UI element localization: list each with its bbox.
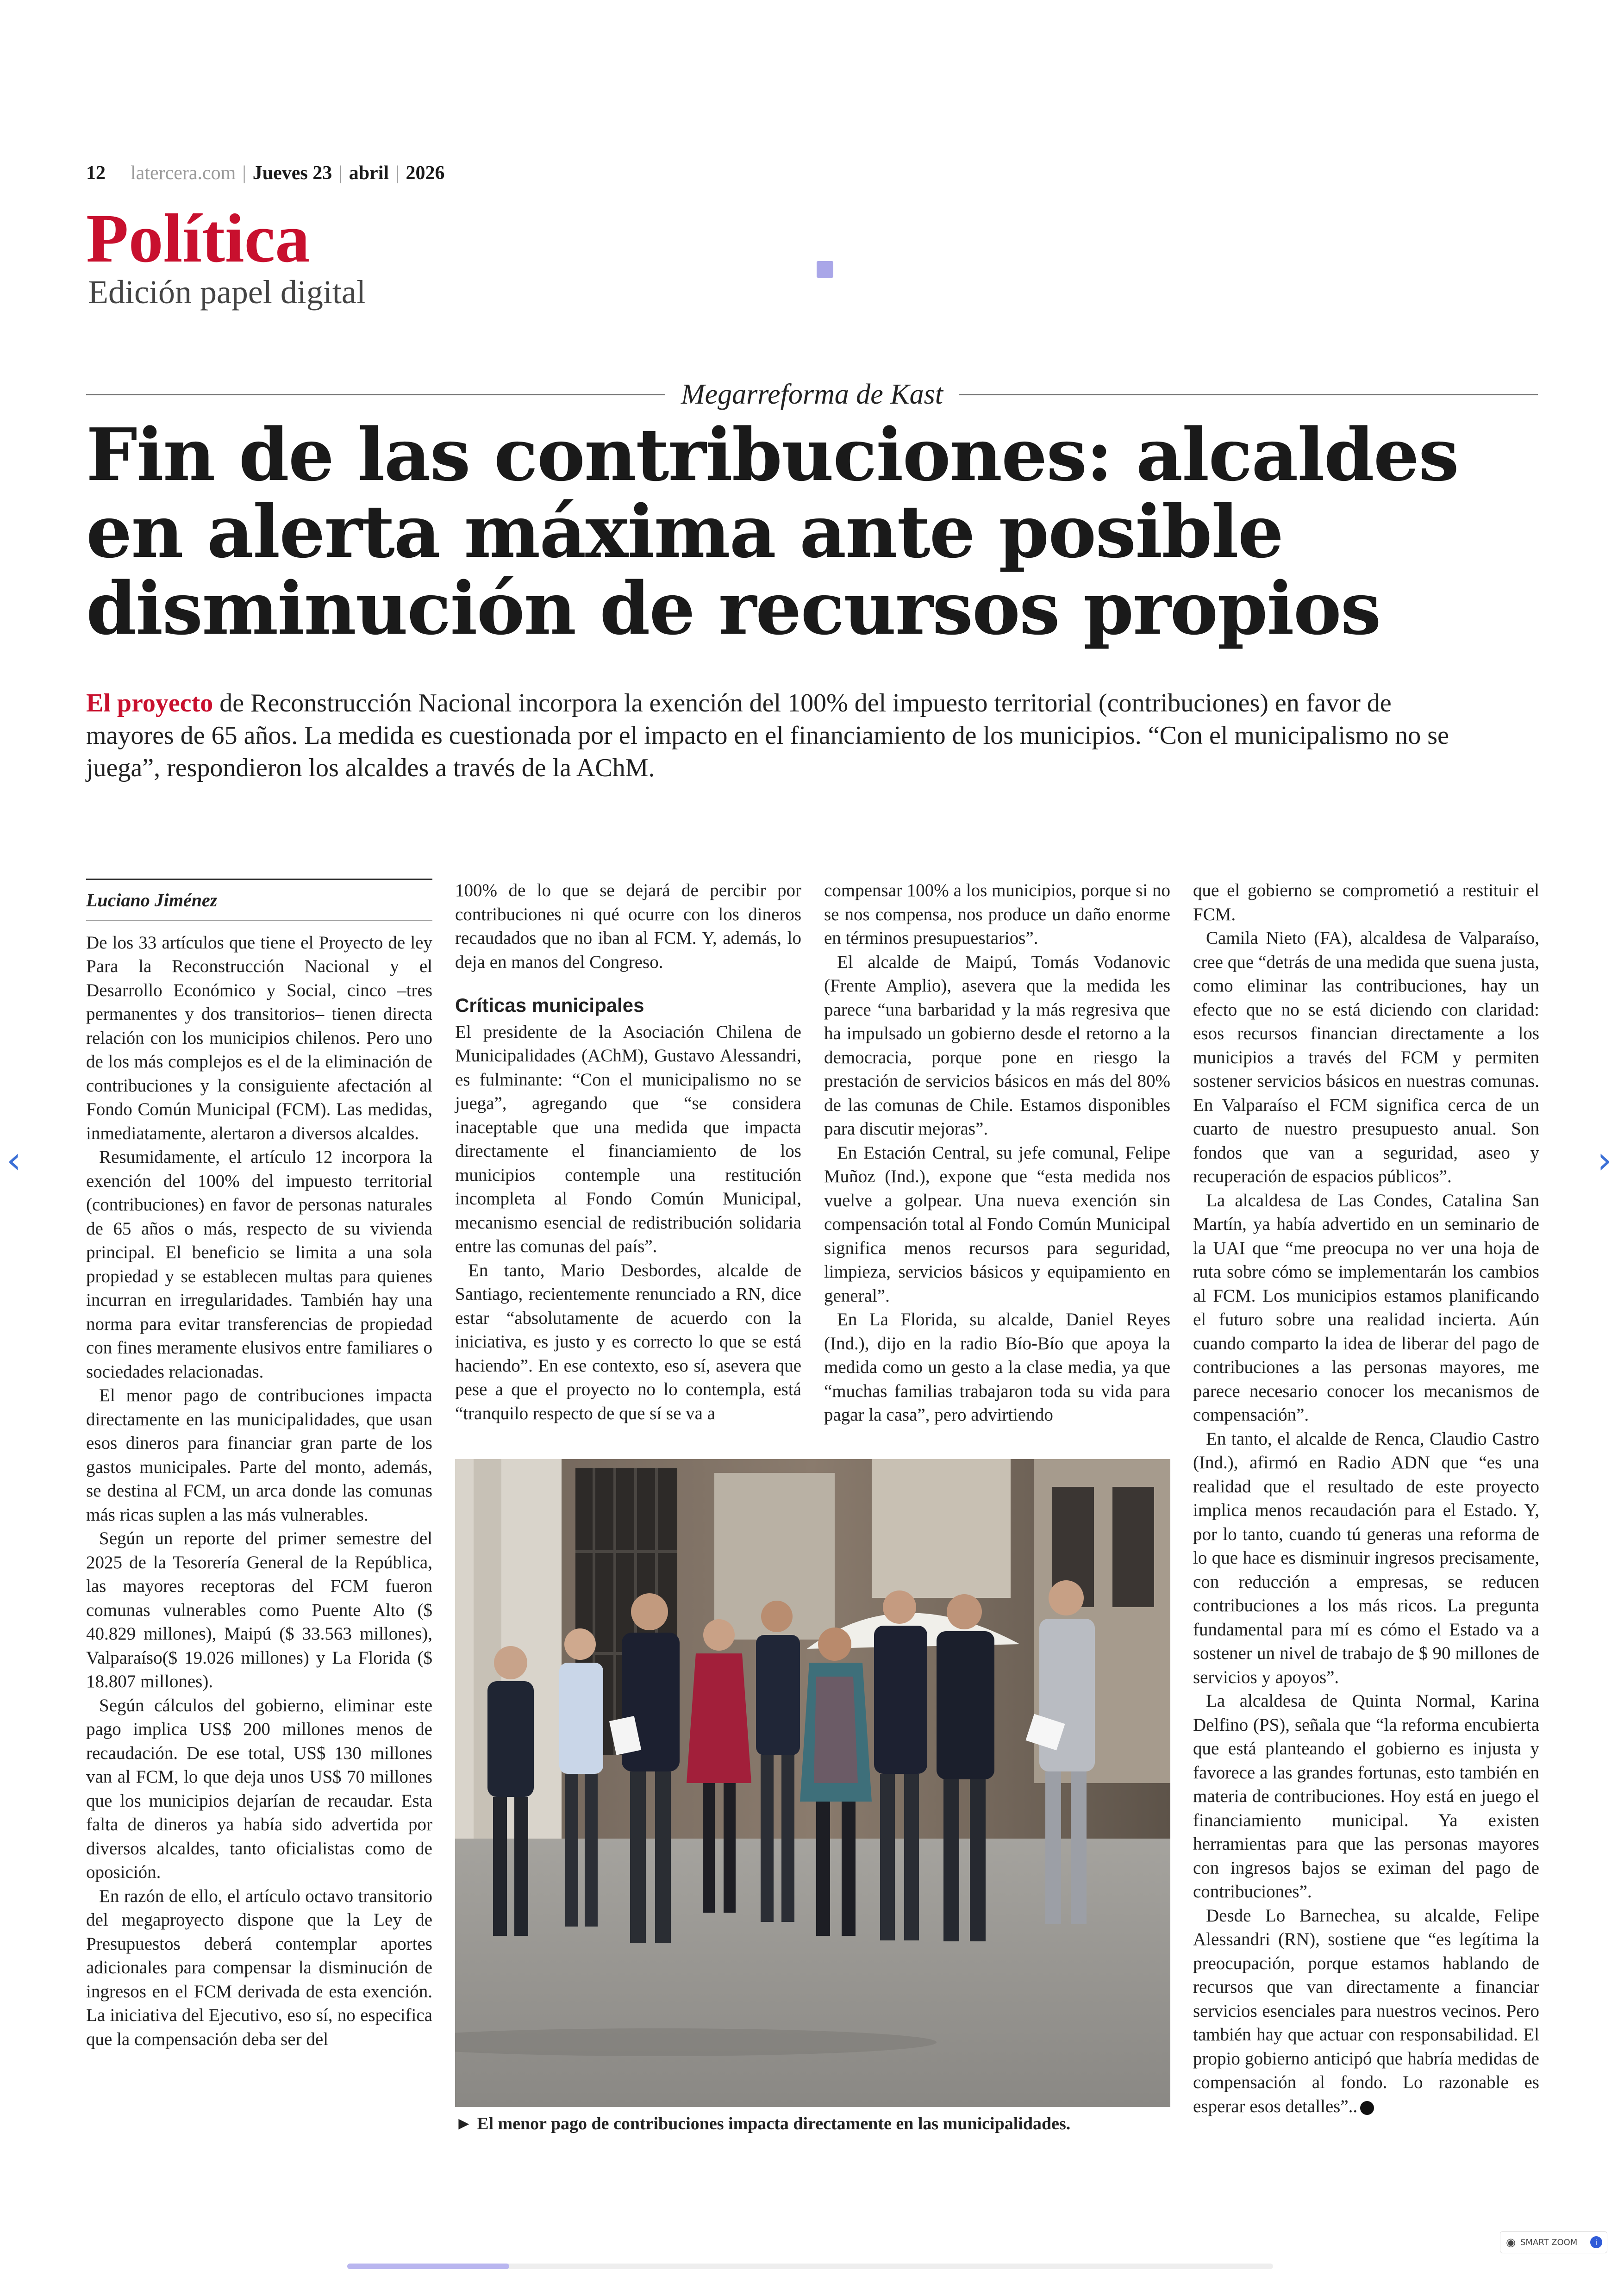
prev-page-arrow-icon[interactable]: ‹ — [6, 1139, 21, 1182]
page-scrollbar[interactable] — [347, 2264, 1273, 2269]
paragraph: El alcalde de Maipú, Tomás Vodanovic (Frente Amplio), asevera que la medida les parece “una barbaridad y la más regresiva que ha impulsado un gobierno desde el retorno a la democracia, porque pone en riesgo la prestación de servicios básicos en más del 80% de las comunas de Chile. Estamos disponibles para discutir mejoras”. — [824, 952, 1170, 1139]
end-mark-icon — [1360, 2101, 1374, 2115]
paragraph: 100% de lo que se dejará de percibir por contribuciones ni qué ocurre con los dineros recaudados que no iban al FCM. Y, además, lo deja en manos del Congreso. — [455, 880, 801, 972]
paragraph: Camila Nieto (FA), alcaldesa de Valparaíso, cree que “detrás de una medida que suena justa, como eliminar las contribuciones, hay un efecto que no se está diciendo con claridad: esos recursos financian directamente a los municipios a través del FCM y permiten sostener servicios básicos en nuestras comunas. En Valparaíso el FCM significa cerca de un cuarto de nuestro presupuesto anual. Son fondos que van a seguridad, aseo y recuperación de espacios públicos”. — [1193, 928, 1539, 1186]
folio-month: abril — [349, 162, 389, 184]
paragraph: La alcaldesa de Quinta Normal, Karina Delfino (PS), señala que “la reforma encubierta que está planteando el gobierno es injusta y favorece a las grandes fortunas, esto también en materia de contribuciones. Hoy está en juego el financiamiento municipal. Ya existen herramientas para que las personas mayores con ingresos bajos se eximan del pago de contribuciones”. — [1193, 1691, 1539, 1902]
paragraph — [1193, 1904, 1539, 2119]
kicker: Megarreforma de Kast — [681, 378, 943, 410]
info-badge-icon[interactable]: i — [1590, 2236, 1602, 2248]
headline: Fin de las contribuciones: alcaldes en alerta máxima ante posible disminución de recursos propios — [86, 412, 1458, 651]
folio-weekday: Jueves 23 — [252, 162, 332, 184]
paragraph: El menor pago de contribuciones impacta directamente en las municipalidades, que usan esos dineros para financiar gran parte de los gastos municipales. Parte del monto, además, se destina al FCM, un arca donde las comunas más ricas suplen a las más vulnerables. — [86, 1385, 432, 1525]
kicker-rule-left — [86, 394, 665, 395]
annotation-marker-icon[interactable] — [817, 261, 833, 278]
next-page-arrow-icon[interactable]: › — [1597, 1139, 1612, 1182]
article-column-3 — [824, 879, 1170, 1427]
paragraph: El presidente de la Asociación Chilena de Municipalidades (AChM), Gustavo Alessandri, es fulminante: “Con el municipalismo no se juega”, agregando que “se considera inaceptable que una medida que impacta directamente el financiamiento de los municipios contemple una restitución incompleta al Fondo Común Municipal, mecanismo esencial de redistribución solidaria entre las comunas del país”. — [455, 1022, 801, 1256]
byline: Luciano Jiménez — [86, 879, 432, 921]
paragraph: De los 33 artículos que tiene el Proyecto de ley Para la Reconstrucción Nacional y el Desarrollo Económico y Social, cinco –tres permanentes y dos transitorios– tienen directa relación con los municipios chilenos. Pero uno de los más complejos es el de la eliminación de contribuciones y la consiguiente afectación al Fondo Común Municipal (FCM). Las medidas, inmediatamente, alertaron a diversos alcaldes. — [86, 932, 432, 1143]
paragraph: En La Florida, su alcalde, Daniel Reyes (Ind.), dijo en la radio Bío-Bío que apoya la medida como un gesto a la clase media, ya que “muchas familias trabajaron toda su vida para pagar la casa”, pero advirtiendo — [824, 1310, 1170, 1425]
paragraph: En tanto, el alcalde de Renca, Claudio Castro (Ind.), afirmó en Radio ADN que “es una realidad que el resultado de este proyecto implica menos recaudación para el Estado. Y, por lo tanto, cuando tú generas una reforma de lo que hace es disminuir ingresos precisamente, con reducción a empresas, se reducen contribuciones a los más ricos. La pregunta fundamental para mí es cómo el Estado va a sostener un nivel de trabajo de $ 90 millones de servicios y apoyos”. — [1193, 1428, 1539, 1687]
paragraph: Según cálculos del gobierno, eliminar este pago implica US$ 200 millones menos de recaudación. De ese total, US$ 130 millones van al FCM, lo que deja unos US$ 70 millones que los municipios dejarían de recaudar. Esta falta de dineros ya había sido advertida por diversos alcaldes, tanto oficialistas como de oposición. — [86, 1695, 432, 1882]
deck — [86, 687, 1475, 784]
folio-year: 2026 — [406, 162, 445, 184]
folio: 12 latercera.com | Jueves 23 | abril | 2026 — [86, 162, 445, 184]
paragraph: Resumidamente, el artículo 12 incorpora la exención del 100% del impuesto territorial (contribuciones) en favor de personas naturales de 65 años o más, respecto de su vivienda principal. El beneficio se limita a una sola propiedad y se establecen multas para quienes incurran en irregularidades. También hay una norma para evitar transferencias de propiedad con fines meramente elusivos entre familiares o sociedades relacionadas. — [86, 1147, 432, 1382]
article-column-2 — [455, 879, 801, 1425]
scrollbar-thumb[interactable] — [347, 2264, 509, 2269]
deck-text: de Reconstrucción Nacional incorpora la exención del 100% del impuesto territorial (contribuciones) en favor de mayores de 65 años. La medida es cuestionada por el impacto en el financiamiento de los municipios. “Con el municipalismo no se juega”, respondieron los alcaldes a través de la AChM. — [86, 689, 1449, 782]
kicker-rule-right — [959, 394, 1538, 395]
kicker-row — [86, 376, 1538, 413]
paragraph: En tanto, Mario Desbordes, alcalde de Santiago, recientemente renunciado a RN, dice estar “absolutamente de acuerdo con la iniciativa, es justo y es correcto lo que se está haciendo”. En ese contexto, eso sí, asevera que pese a que el proyecto no lo contempla, está “tranquilo respecto de que sí se va a — [455, 1260, 801, 1423]
site-name: latercera.com — [131, 162, 236, 184]
paragraph-text: Desde Lo Barnechea, su alcalde, Felipe Alessandri (RN), sostiene que “es legítima la preocupación, porque estamos hablando de recursos que van directamente a financiar servicios esenciales para nuestros vecinos. Pero también hay que actuar con responsabilidad. El propio gobierno anticipó que habría medidas de compensación al fondo. Lo razonable es esperar esos detalles”.. — [1193, 1905, 1539, 2116]
smart-zoom-label: SMART ZOOM — [1520, 2237, 1578, 2247]
eye-icon: ◉ — [1506, 2236, 1516, 2249]
paragraph: que el gobierno se comprometió a restituir el FCM. — [1193, 880, 1539, 924]
paragraph: La alcaldesa de Las Condes, Catalina San Martín, ya había advertido en un seminario de la UAI que “me preocupa no ver una hoja de ruta sobre cómo se implementarán los cambios al FCM. Los municipios estamos planificando el futuro sobre una realidad incierta. Aún cuando comparto la idea de liberar del pago de contribuciones a las personas mayores, me parece necesario conocer los mecanismos de compensación”. — [1193, 1190, 1539, 1425]
paragraph: compensar 100% a los municipios, porque si no se nos compensa, nos produce un daño enorme en términos presupuestarios”. — [824, 880, 1170, 948]
paragraph: En razón de ello, el artículo octavo transitorio del megaproyecto dispone que la Ley de Presupuestos deberá contemplar aportes adicionales para compensar la disminución de ingresos en el FCM derivada de esta exención. La iniciativa del Ejecutivo, eso sí, no especifica que la compensación deba ser del — [86, 1886, 432, 2049]
photo-illustration — [455, 1459, 1170, 2107]
paragraph: Según un reporte del primer semestre del 2025 de la Tesorería General de la República, las mayores receptoras del FCM fueron comunas vulnerables como Puente Alto ($ 40.829 millones), Maipú ($ 33.563 millones), Valparaíso($ 19.026 millones) y La Florida ($ 18.807 millones). — [86, 1528, 432, 1691]
article-column-1 — [86, 879, 432, 2051]
article-photo — [455, 1459, 1170, 2107]
article-column-4 — [1193, 879, 1539, 2118]
paragraph: En Estación Central, su jefe comunal, Felipe Muñoz (Ind.), expone que “esta medida nos vuelve a golpear. Una nueva exención sin compensación total al Fondo Común Municipal significa menos recursos para seguridad, limpieza, servicios básicos y equipamiento en general”. — [824, 1142, 1170, 1306]
subheading: Críticas municipales — [455, 994, 644, 1016]
page-number: 12 — [86, 162, 106, 184]
photo-caption: ► El menor pago de contribuciones impacta directamente en las municipalidades. — [455, 2114, 1071, 2133]
edition-label: Edición papel digital — [88, 274, 366, 311]
deck-lead: El proyecto — [86, 689, 213, 717]
smart-zoom-button[interactable] — [1500, 2231, 1607, 2253]
section-title: Política — [86, 200, 310, 277]
